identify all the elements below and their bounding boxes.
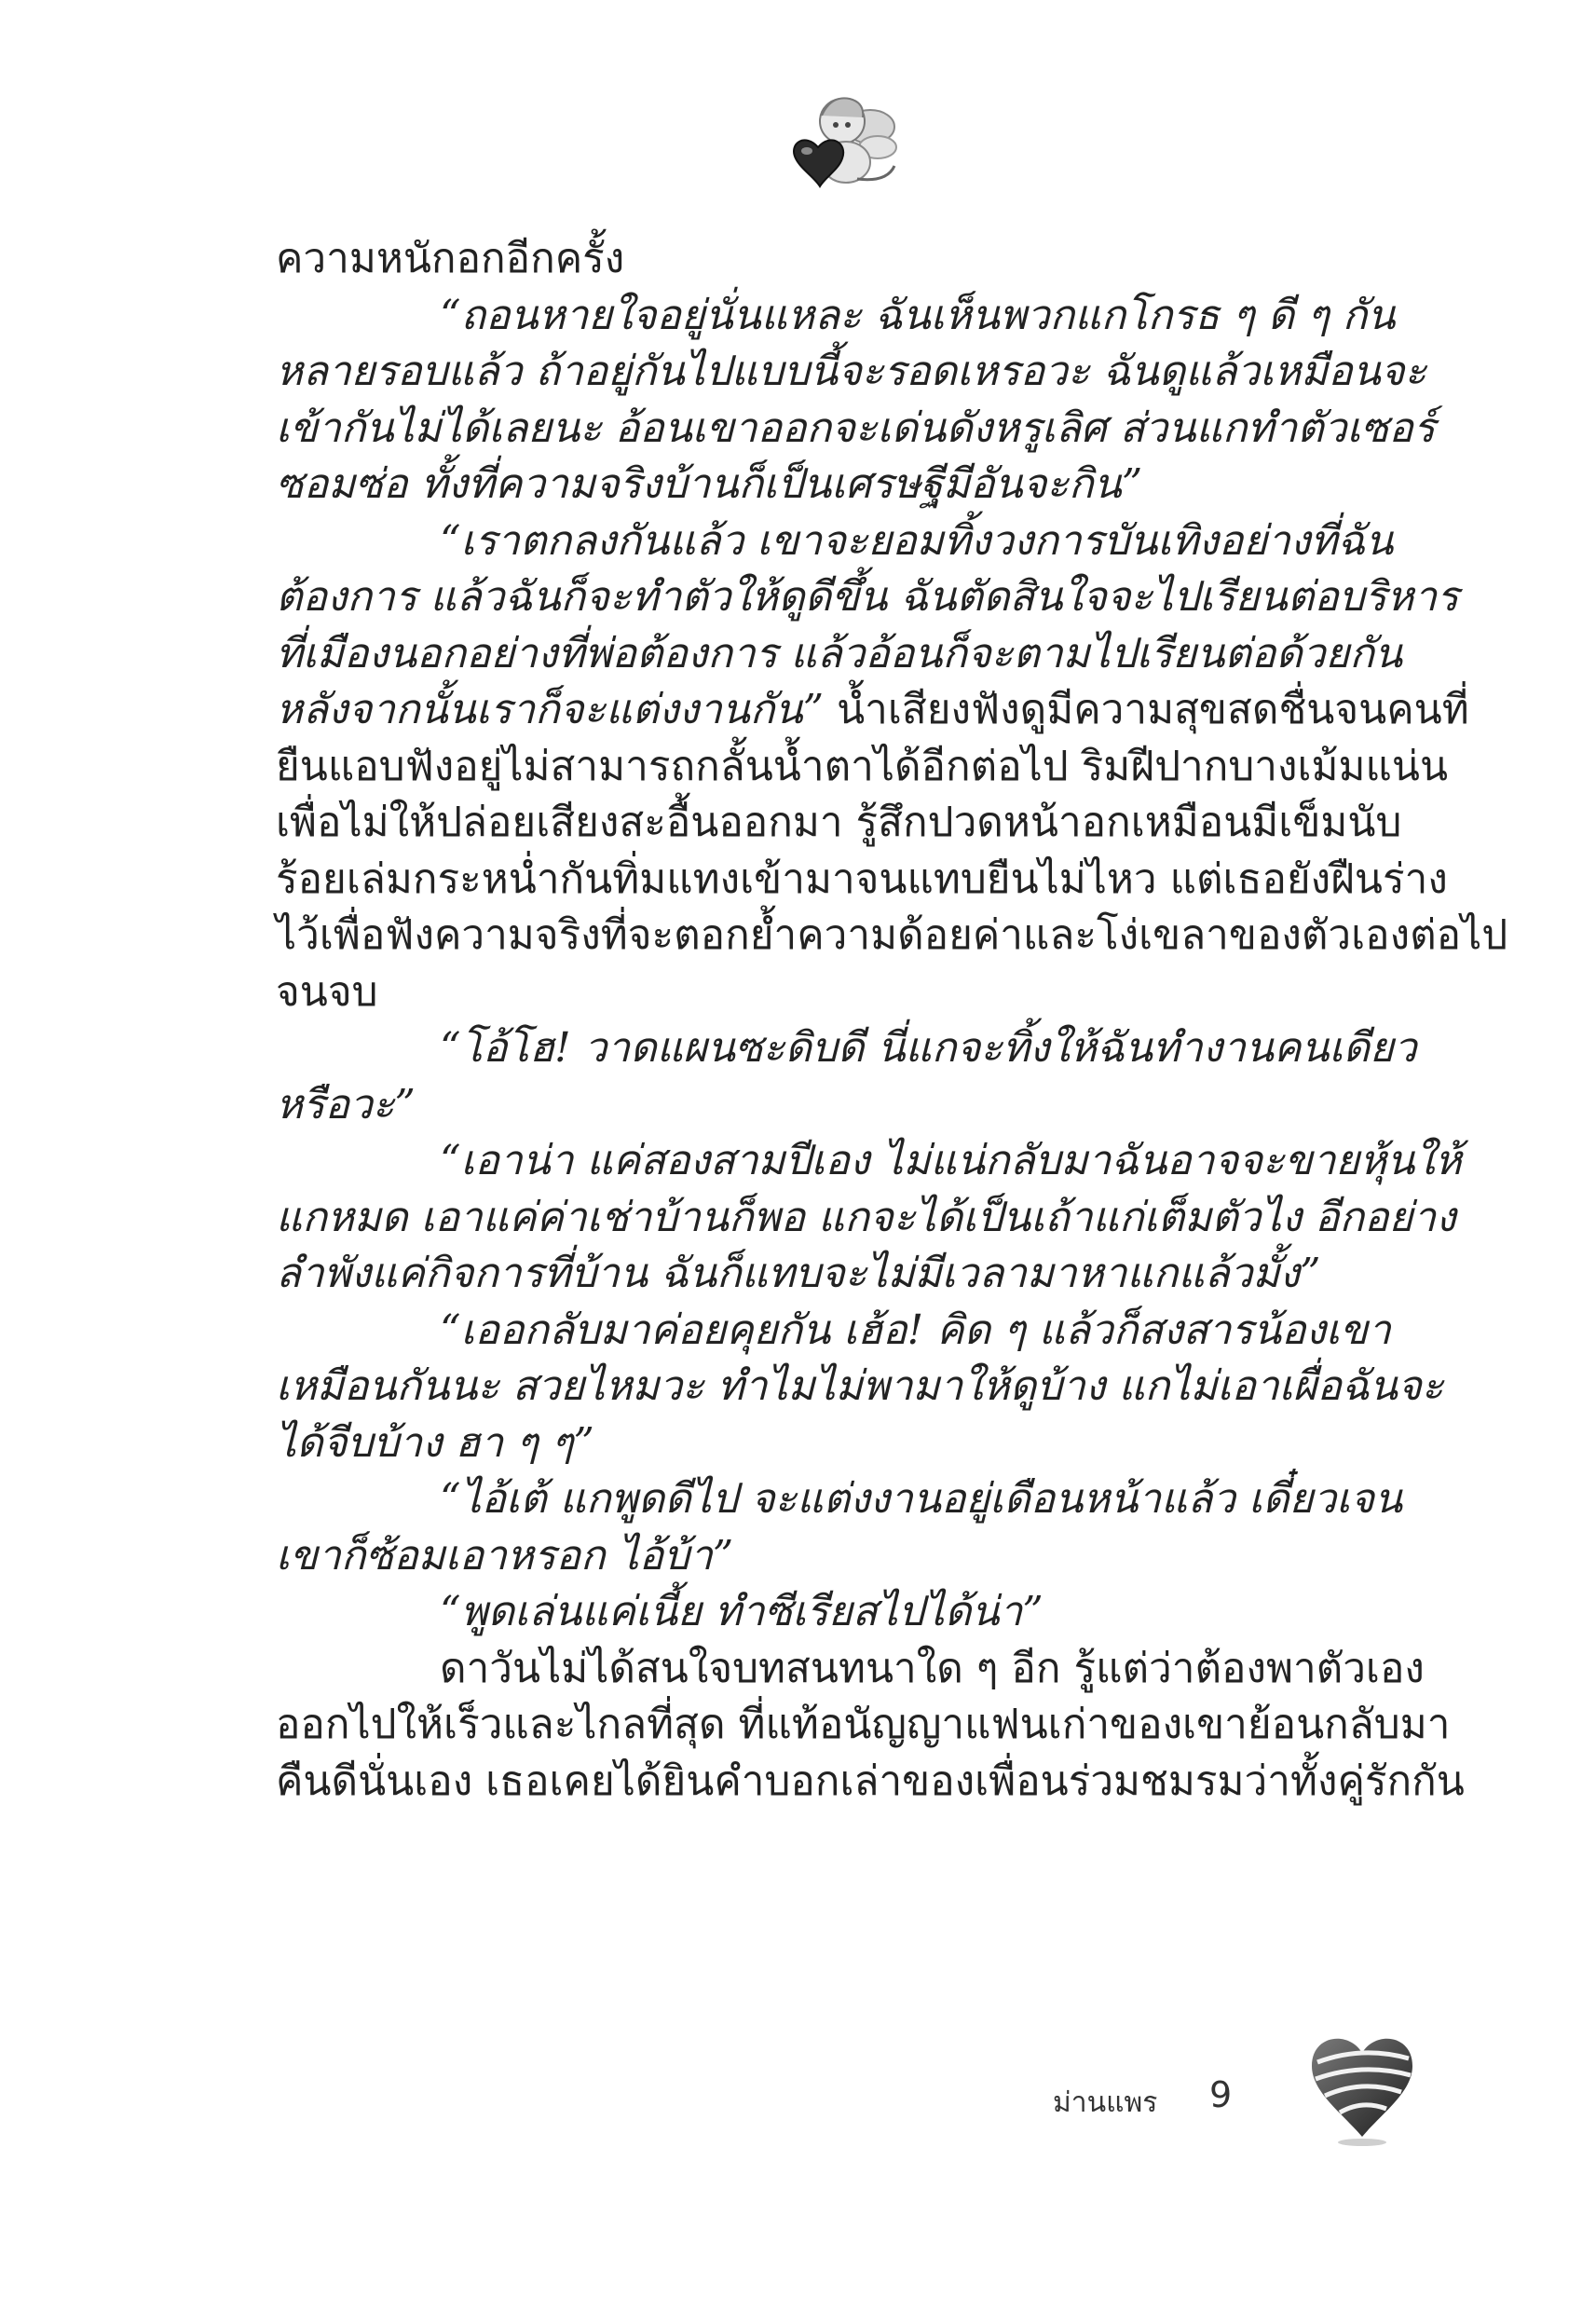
text-line: “เอาน่า แค่สองสามปีเอง ไม่แน่กลับมาฉันอาจจะขายหุ้นให้ xyxy=(440,1137,1462,1184)
body-text xyxy=(276,231,1508,1810)
text-line: ดาวันไม่ได้สนใจบทสนทนาใด ๆ อีก รู้แต่ว่าต้องพาตัวเอง xyxy=(440,1644,1425,1692)
text-line: “โอ้โฮ! วาดแผนซะดิบดี นี่แกจะทิ้งให้ฉันทำงานคนเดียว xyxy=(440,1024,1417,1072)
text-line: ซอมซ่อ ทั้งที่ความจริงบ้านก็เป็นเศรษฐีมีอันจะกิน” xyxy=(276,460,1143,508)
text-line: ไว้เพื่อฟังความจริงที่จะตอกย้ำความด้อยค่าและโง่เขลาของตัวเองต่อไป xyxy=(276,911,1508,959)
text-line: คืนดีนั่นเอง เธอเคยได้ยินคำบอกเล่าของเพื่อนร่วมชมรมว่าทั้งคู่รักกัน xyxy=(276,1757,1465,1805)
text-line xyxy=(276,682,1469,739)
text-line: เหมือนกันนะ สวยไหมวะ ทำไมไม่พามาให้ดูบ้าง แกไม่เอาเผื่อฉันจะ xyxy=(276,1362,1444,1410)
text-line: เขาก็ซ้อมเอาหรอก ไอ้บ้า” xyxy=(276,1531,734,1579)
text-line: “ถอนหายใจอยู่นั่นแหละ ฉันเห็นพวกแกโกรธ ๆ ดี ๆ กัน xyxy=(440,291,1396,339)
quoted-speech: หลังจากนั้นเราก็จะแต่งงานกัน” xyxy=(276,686,825,733)
ribbon-heart-icon xyxy=(1304,2027,1421,2148)
text-line: ร้อยเล่มกระหน่ำกันทิ่มแทงเข้ามาจนแทบยืนไม่ไหว แต่เธอยังฝืนร่าง xyxy=(276,855,1448,903)
text-line: “เราตกลงกันแล้ว เขาจะยอมทิ้งวงการบันเทิงอย่างที่ฉัน xyxy=(440,516,1394,565)
text-line: เพื่อไม่ให้ปล่อยเสียงสะอื้นออกมา รู้สึกปวดหน้าอกเหมือนมีเข็มนับ xyxy=(276,799,1402,846)
text-line: แกหมด เอาแค่ค่าเช่าบ้านก็พอ แกจะได้เป็นเถ้าแก่เต็มตัวไง อีกอย่าง xyxy=(276,1193,1456,1241)
text-line: “ไอ้เต้ แกพูดดีไป จะแต่งงานอยู่เดือนหน้าแล้ว เดี๋ยวเจน xyxy=(440,1475,1403,1523)
text-line: หลายรอบแล้ว ถ้าอยู่กันไปแบบนี้จะรอดเหรอวะ ฉันดูแล้วเหมือนจะ xyxy=(276,348,1427,395)
text-line: ต้องการ แล้วฉันก็จะทำตัวให้ดูดีขึ้น ฉันตัดสินใจจะไปเรียนต่อบริหาร xyxy=(276,573,1459,621)
text-line: หรือวะ” xyxy=(276,1080,416,1128)
text-line: “เออกลับมาค่อยคุยกัน เฮ้อ! คิด ๆ แล้วก็สงสารน้องเขา xyxy=(440,1306,1391,1354)
text-line: ลำพังแค่กิจการที่บ้าน ฉันก็แทบจะไม่มีเวลามาหาแกแล้วมั้ง” xyxy=(276,1250,1321,1297)
text-line: ความหนักอกอีกครั้ง xyxy=(276,235,625,282)
text-line: ได้จีบบ้าง ฮา ๆ ๆ” xyxy=(276,1418,594,1467)
text-line: จนจบ xyxy=(276,967,378,1016)
text-line: ออกไปให้เร็วและไกลที่สุด ที่แท้อนัญญาแฟนเก่าของเขาย้อนกลับมา xyxy=(276,1701,1451,1748)
book-title-footer: ม่านแพร xyxy=(1053,2086,1158,2119)
narration-text: น้ำเสียงฟังดูมีความสุขสดชื่นจนคนที่ xyxy=(824,686,1469,733)
page-number: 9 xyxy=(1209,2074,1233,2115)
text-line: ยืนแอบฟังอยู่ไม่สามารถกลั้นน้ำตาได้อีกต่อไป ริมฝีปากบางเม้มแน่น xyxy=(276,742,1449,790)
text-line: ที่เมืองนอกอย่างที่พ่อต้องการ แล้วอ้อนก็จะตามไปเรียนต่อด้วยกัน xyxy=(276,629,1403,677)
cupid-with-heart-icon xyxy=(784,89,906,201)
text-line: เข้ากันไม่ได้เลยนะ อ้อนเขาออกจะเด่นดังหรูเลิศ ส่วนแกทำตัวเซอร์ xyxy=(276,403,1436,452)
text-line: “พูดเล่นแค่เนี้ย ทำซีเรียสไปได้น่า” xyxy=(440,1588,1044,1635)
